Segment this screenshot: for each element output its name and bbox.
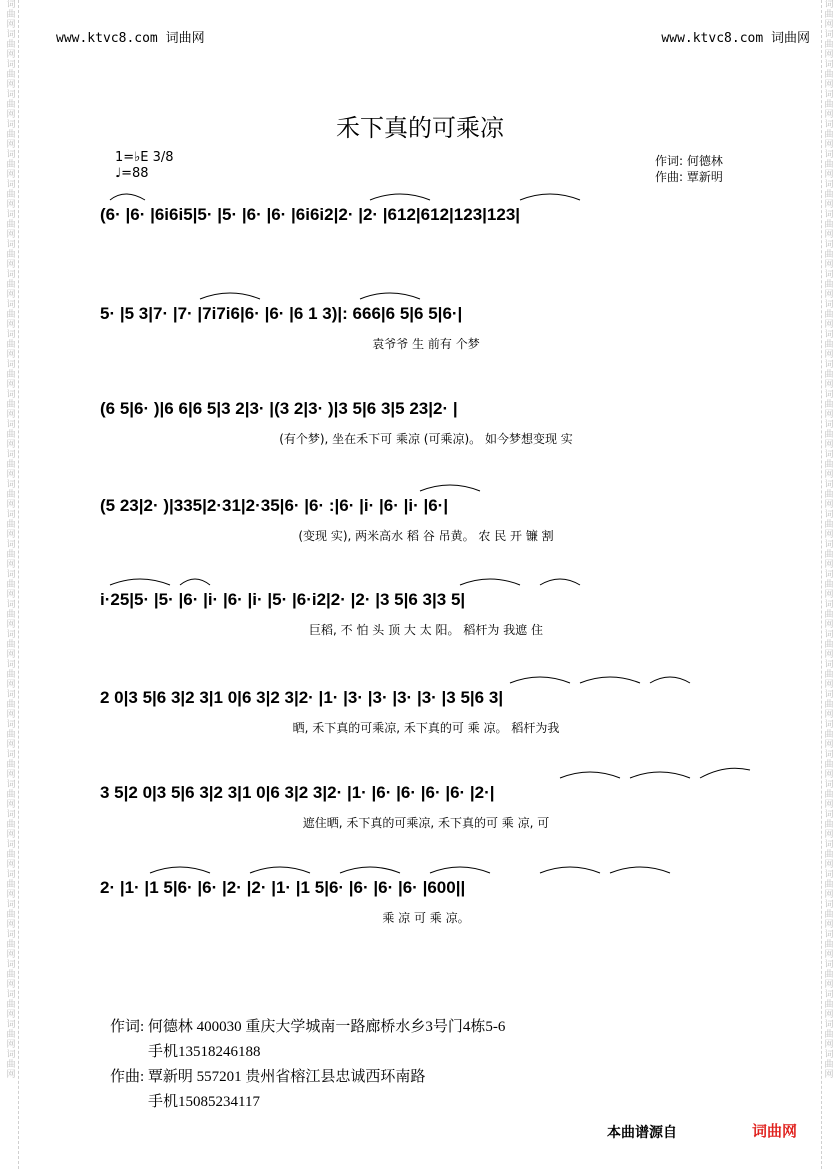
tempo-marking: ♩=88 — [115, 166, 149, 181]
lyrics-line: 乘 凉 可 乘 凉。 — [382, 911, 470, 925]
lyrics-line: 遮住晒, 禾下真的可乘凉, 禾下真的可 乘 凉, 可 — [302, 816, 550, 830]
credits-block — [655, 153, 723, 185]
notation-line: 2 0|3 5|6 3|2 3|1 0|6 3|2 3|2· |1· |3· |3· |3· |3· |3 5|6 3| — [100, 688, 504, 707]
composer-address: 作曲: 覃新明 557201 贵州省榕江县忠诚西环南路 — [110, 1069, 426, 1085]
lyrics-line: 晒, 禾下真的可乘凉, 禾下真的可 乘 凉。 稻杆为我 — [292, 721, 560, 735]
composer-credit: 作曲: 覃新明 — [655, 170, 723, 184]
key-tempo-block — [115, 150, 174, 182]
lyrics-line: 巨稻, 不 怕 头 顶 大 太 阳。 稻杆为 我遮 住 — [309, 623, 543, 637]
score-line-4 — [100, 489, 760, 559]
notation-line: i·25|5· |5· |6· |i· |6· |i· |5· |6·i2|2· |2· |3 5|6 3|3 5| — [100, 590, 466, 609]
score-line-7 — [100, 776, 760, 846]
notation-line: 5· |5 3|7· |7· |7i7i6|6· |6· |6 1 3)|: 666|6 5|6 5|6·| — [100, 304, 463, 323]
notation-line: (6 5|6· )|6 6|6 5|3 2|3· |(3 2|3· )|3 5|6 3|5 23|2· | — [100, 399, 458, 418]
score-line-8 — [100, 871, 760, 941]
lyrics-line: (有个梦), 坐在禾下可 乘凉 (可乘凉)。 如今梦想变现 实 — [279, 432, 573, 446]
notation-line: (5 23|2· )|335|2·31|2·35|6· |6· :|6· |i· |6· |i· |6·| — [100, 496, 449, 515]
lyrics-line: 袁爷爷 生 前有 个梦 — [372, 337, 480, 351]
score-line-6 — [100, 681, 760, 751]
header-left-site[interactable]: www.ktvc8.com 词曲网 — [56, 31, 205, 46]
left-watermark-strip: 词曲网词曲网词曲网词曲网词曲网词曲网词曲网词曲网词曲网词曲网词曲网词曲网词曲网词曲网词曲网词曲网词曲网词曲网词曲网词曲网词曲网词曲网词曲网词曲网词曲网词曲网词曲网词曲网词曲网词曲网词曲网词曲网词曲网词曲网词曲网词曲网 — [4, 0, 19, 1169]
right-watermark-strip: 词曲网词曲网词曲网词曲网词曲网词曲网词曲网词曲网词曲网词曲网词曲网词曲网词曲网词曲网词曲网词曲网词曲网词曲网词曲网词曲网词曲网词曲网词曲网词曲网词曲网词曲网词曲网词曲网词曲网词曲网词曲网词曲网词曲网词曲网词曲网词曲网 — [821, 0, 836, 1169]
brand-logo-text[interactable]: 词曲网 — [752, 1122, 798, 1140]
key-signature: 1=♭E 3/8 — [115, 150, 174, 165]
song-title: 禾下真的可乘凉 — [336, 114, 504, 142]
lyrics-line: (变现 实), 两米高水 稻 谷 吊黄。 农 民 开 镰 割 — [298, 529, 554, 543]
lyricist-phone: 手机13518246188 — [148, 1044, 261, 1060]
score-line-5 — [100, 583, 760, 653]
composer-phone: 手机15085234117 — [148, 1094, 260, 1110]
header-right-site[interactable]: www.ktvc8.com 词曲网 — [661, 31, 810, 46]
contact-block — [110, 1015, 505, 1115]
lyricist-credit: 作词: 何德林 — [655, 154, 723, 168]
notation-line: 2· |1· |1 5|6· |6· |2· |2· |1· |1 5|6· |6· |6· |6· |600|| — [100, 878, 466, 897]
lyricist-address: 作词: 何德林 400030 重庆大学城南一路廊桥水乡3号门4栋5-6 — [110, 1019, 506, 1035]
score-line-1 — [100, 198, 760, 268]
source-label: 本曲谱源自 — [607, 1125, 677, 1141]
notation-line: (6· |6· |6i6i5|5· |5· |6· |6· |6i6i2|2· |2· |612|612|123|123| — [100, 205, 521, 224]
notation-line: 3 5|2 0|3 5|6 3|2 3|1 0|6 3|2 3|2· |1· |6· |6· |6· |6· |2·| — [100, 783, 495, 802]
score-line-2 — [100, 297, 760, 367]
score-line-3 — [100, 392, 760, 462]
